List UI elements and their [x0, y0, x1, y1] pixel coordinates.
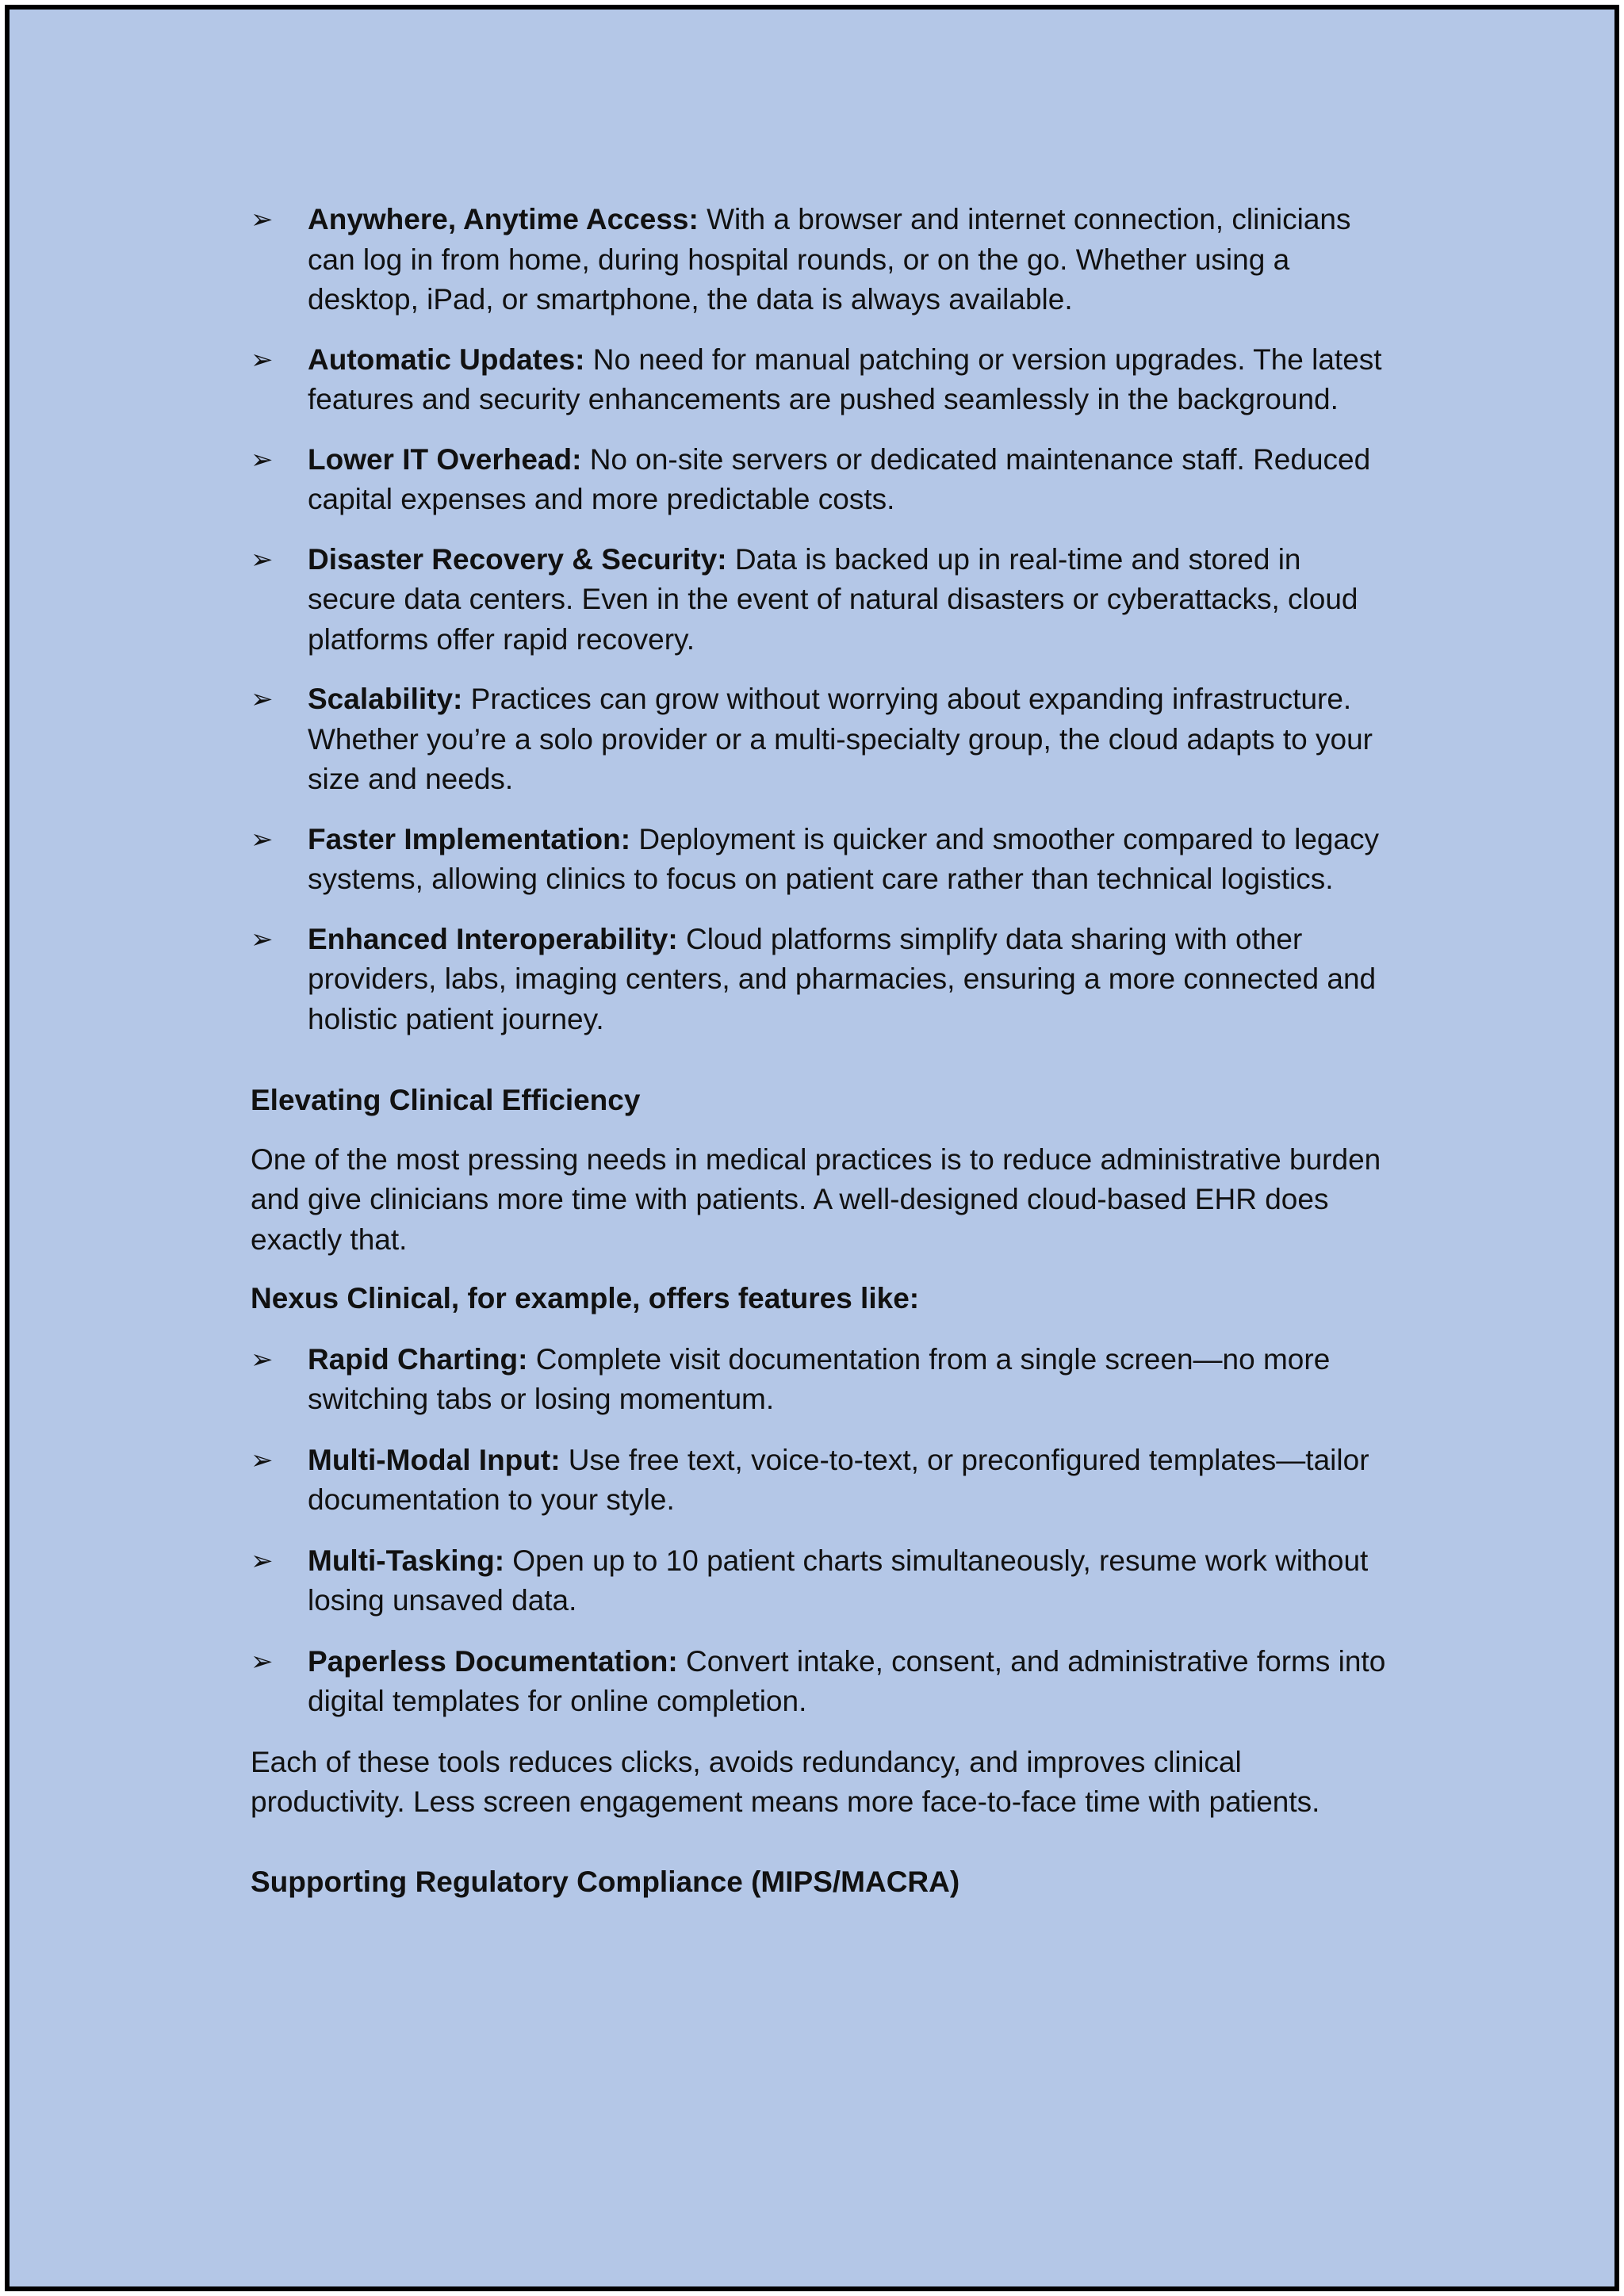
bullet-text: Deployment is quicker and smoother compared to legacy systems, allowing clinics to focus on patient care rather than technical logistics. [308, 822, 1380, 895]
arrow-bullet-icon: ➢ [251, 824, 274, 855]
bullet-term: Multi-Tasking: [308, 1544, 505, 1577]
benefits-list [251, 200, 1392, 1039]
document-page [5, 5, 1619, 2291]
bullet-text: Use free text, voice-to-text, or preconfigured templates—tailor documentation to your style. [308, 1443, 1369, 1516]
list-item [251, 1541, 1392, 1621]
efficiency-paragraph: One of the most pressing needs in medical practices is to reduce administrative burden and give clinicians more time with patients. A well-designed cloud-based EHR does exactly that. [251, 1142, 1381, 1256]
bullet-text: Practices can grow without worrying about expanding infrastructure. Whether you’re a solo provider or a multi-specialty group, the cloud adapts to your size and needs. [308, 683, 1373, 795]
bullet-term: Enhanced Interoperability: [308, 922, 678, 955]
bullet-text: No on-site servers or dedicated maintenance staff. Reduced capital expenses and more predictable costs. [308, 442, 1371, 515]
bullet-text: With a browser and internet connection, clinicians can log in from home, during hospital rounds, or on the go. Whether using a desktop, iPad, or smartphone, the data is always available. [308, 203, 1351, 316]
arrow-bullet-icon: ➢ [251, 684, 274, 714]
arrow-bullet-icon: ➢ [251, 924, 274, 955]
arrow-bullet-icon: ➢ [251, 205, 274, 235]
arrow-bullet-icon: ➢ [251, 544, 274, 575]
bullet-term: Lower IT Overhead: [308, 442, 582, 476]
list-item [251, 540, 1392, 660]
bullet-term: Faster Implementation: [308, 822, 631, 855]
bullet-term: Multi-Modal Input: [308, 1443, 561, 1476]
arrow-bullet-icon: ➢ [251, 444, 274, 475]
arrow-bullet-icon: ➢ [251, 1545, 274, 1576]
arrow-bullet-icon: ➢ [251, 1445, 274, 1475]
bullet-term: Anywhere, Anytime Access: [308, 203, 699, 235]
bullet-term: Rapid Charting: [308, 1342, 528, 1376]
features-intro: Nexus Clinical, for example, offers features like: [251, 1282, 920, 1314]
bullet-term: Automatic Updates: [308, 342, 585, 376]
arrow-bullet-icon: ➢ [251, 1646, 274, 1677]
bullet-term: Paperless Documentation: [308, 1644, 678, 1678]
arrow-bullet-icon: ➢ [251, 344, 274, 375]
bullet-text: Open up to 10 patient charts simultaneously, resume work without losing unsaved data. [308, 1544, 1369, 1617]
arrow-bullet-icon: ➢ [251, 1344, 274, 1375]
section-heading-efficiency: Elevating Clinical Efficiency [251, 1084, 641, 1116]
features-list [251, 1340, 1392, 1722]
list-item [251, 1441, 1392, 1521]
list-item [251, 820, 1392, 900]
bullet-text: Complete visit documentation from a single screen—no more switching tabs or losing momentum. [308, 1342, 1331, 1415]
section-heading-compliance: Supporting Regulatory Compliance (MIPS/MACRA) [251, 1865, 960, 1898]
bullet-term: Scalability: [308, 683, 463, 715]
bullet-text: No need for manual patching or version upgrades. The latest features and security enhancements are pushed seamlessly in the background. [308, 342, 1382, 415]
list-item [251, 1642, 1392, 1722]
bullet-text: Data is backed up in real-time and stored in secure data centers. Even in the event of natural disasters or cyberattacks, cloud platforms offer rapid recovery. [308, 542, 1358, 656]
list-item [251, 200, 1392, 320]
bullet-term: Disaster Recovery & Security: [308, 542, 727, 576]
list-item [251, 1340, 1392, 1420]
document-content [251, 200, 1392, 1902]
bullet-text: Convert intake, consent, and administrative forms into digital templates for online completion. [308, 1644, 1386, 1717]
list-item [251, 920, 1392, 1040]
bullet-text: Cloud platforms simplify data sharing with other providers, labs, imaging centers, and pharmacies, ensuring a more connected and holistic patient journey. [308, 922, 1377, 1035]
list-item [251, 679, 1392, 800]
closing-paragraph: Each of these tools reduces clicks, avoids redundancy, and improves clinical productivity. Less screen engagement means more face-to-face time with patients. [251, 1745, 1320, 1818]
list-item [251, 340, 1392, 420]
list-item [251, 440, 1392, 520]
